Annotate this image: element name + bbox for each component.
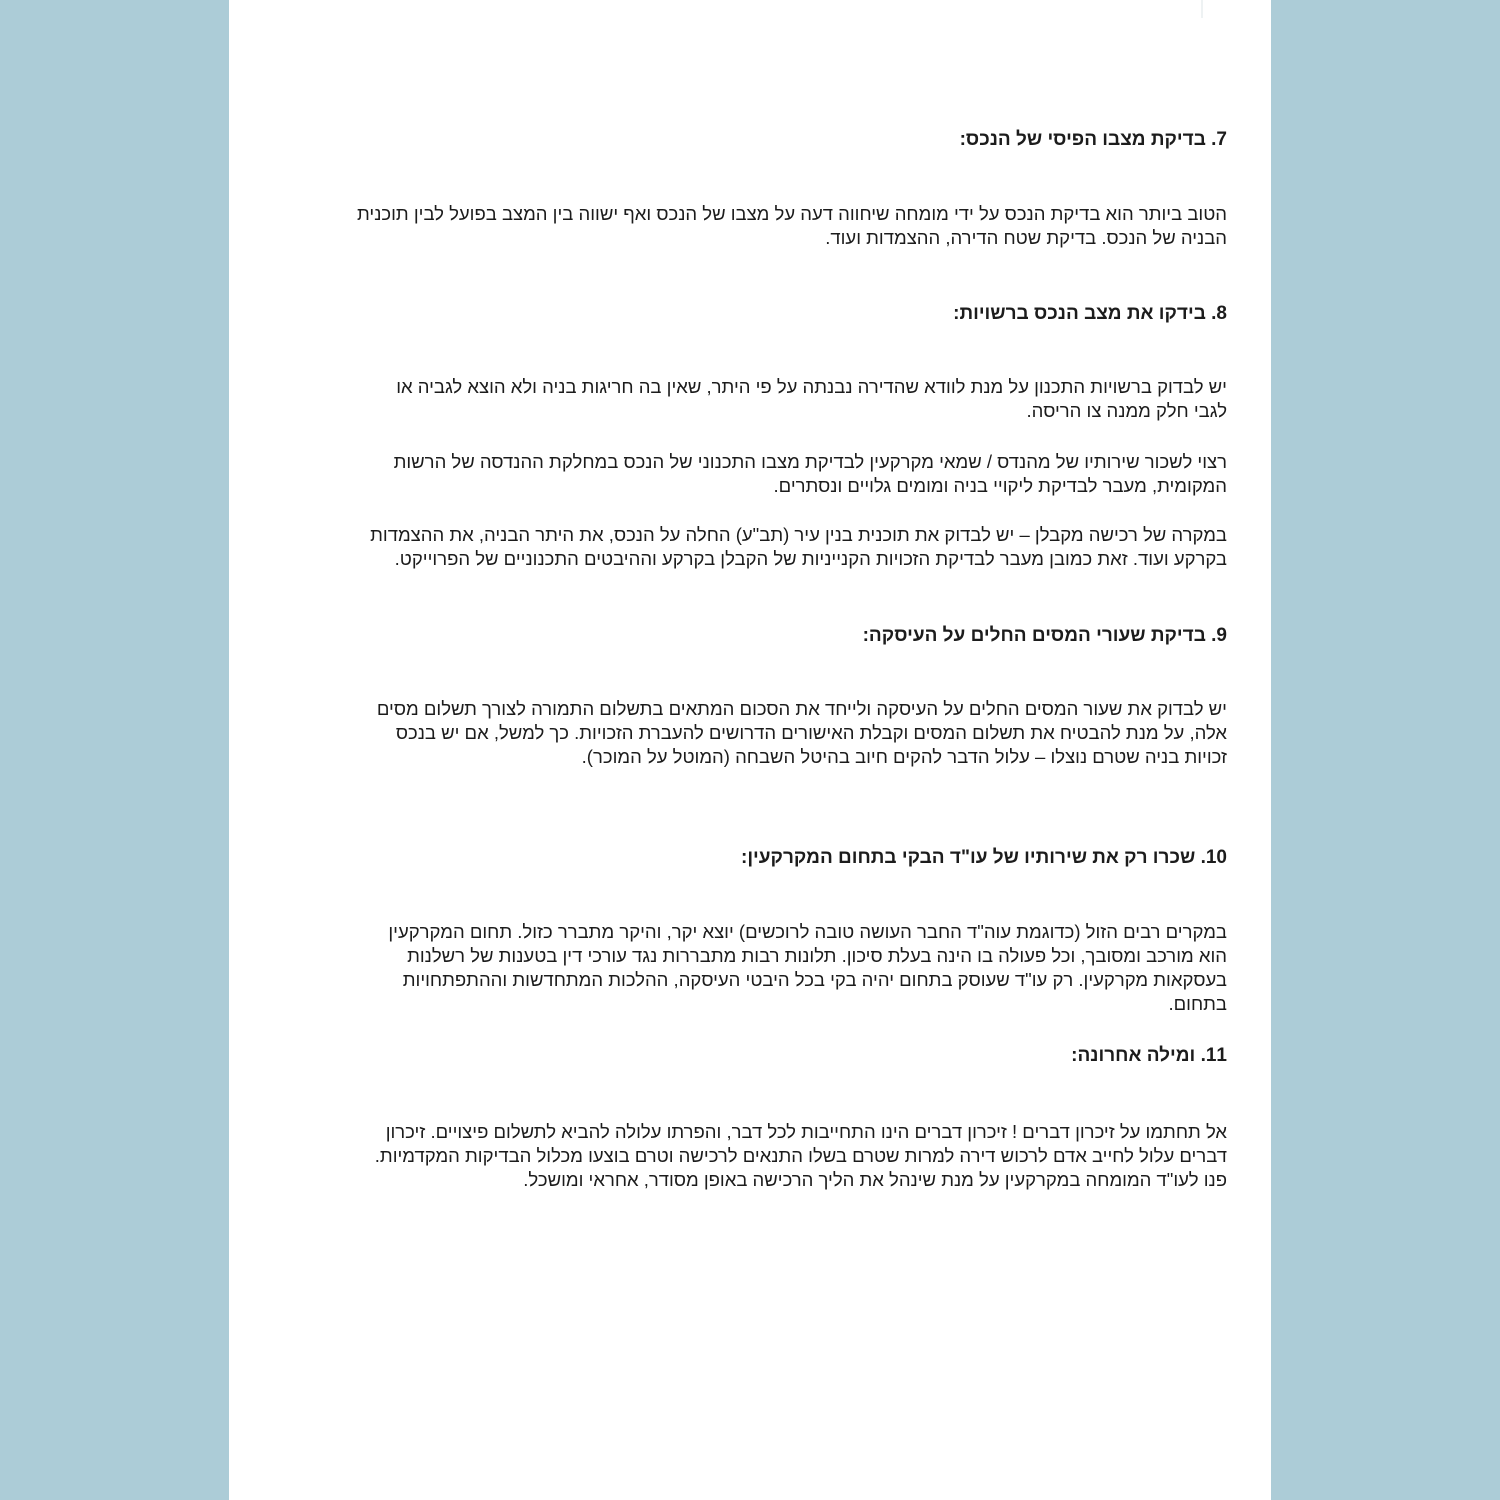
text-line: בקרקע ועוד. זאת כמובן מעבר לבדיקת הזכויות הקנייניות של הקבלן בקרקע וההיבטים התכנוניים של הפרוייקט. (394, 548, 1227, 569)
text-line: המקומית, מעבר לבדיקת ליקויי בניה ומומים גלויים ונסתרים. (773, 475, 1227, 496)
document-content (259, 0, 1227, 1500)
section-10-heading: 10. שכרו רק את שירותיו של עו"ד הבקי בתחום המקרקעין: (741, 847, 1227, 868)
section-7-heading: 7. בדיקת מצבו הפיסי של הנכס: (959, 129, 1227, 150)
section-8-heading: 8. בידקו את מצב הנכס ברשויות: (953, 303, 1227, 324)
text-line: במקרים רבים הזול (כדוגמת עוה"ד החבר העושה טובה לרוכשים) יוצא יקר, והיקר מתברר כזול. תחום המקרקעין (388, 921, 1227, 942)
section-7-paragraph-1 (259, 202, 1227, 250)
text-line: דברים עלול לחייב אדם לרכוש דירה למרות שטרם בשלו התנאים לרכישה וטרם בוצעו מכלול הבדיקות המקדמיות. (374, 1145, 1227, 1166)
text-line: אל תחתמו על זיכרון דברים ! זיכרון דברים הינו התחייבות לכל דבר, והפרתו עלולה להביא לתשלום פיצויים. זיכרון (385, 1121, 1227, 1142)
text-line: אלה, על מנת להבטיח את תשלום המסים וקבלת האישורים הדרושים להעברת הזכויות. כך למשל, אם יש בנכס (395, 722, 1227, 743)
text-line: הבניה של הנכס. בדיקת שטח הדירה, ההצמדות ועוד. (825, 227, 1227, 248)
text-line: בעסקאות מקרקעין. רק עו"ד שעוסק בתחום יהיה בקי בכל היבטי העיסקה, ההלכות המתחדשות וההתפתחויות (402, 969, 1227, 990)
text-line: יש לבדוק ברשויות התכנון על מנת לוודא שהדירה נבנתה על פי היתר, שאין בה חריגות בניה ולא הוצא לגביה או (396, 376, 1227, 397)
section-11-heading: 11. ומילה אחרונה: (1071, 1045, 1227, 1066)
section-11-paragraph-1 (259, 1120, 1227, 1192)
text-line: יש לבדוק את שעור המסים החלים על העיסקה ולייחד את הסכום המתאים בתשלום התמורה לצורך תשלום מסים (376, 698, 1227, 719)
section-9-paragraph-1 (259, 697, 1227, 769)
section-9-heading: 9. בדיקת שעורי המסים החלים על העיסקה: (862, 625, 1227, 646)
text-line: הוא מורכב ומסובך, וכל פעולה בו הינה בעלת סיכון. תלונות רבות מתבררות נגד עורכי דין בטענות של רשלנות (407, 945, 1227, 966)
text-line: הטוב ביותר הוא בדיקת הנכס על ידי מומחה שיחווה דעה על מצבו של הנכס ואף ישווה בין המצב בפועל לבין תוכנית (356, 203, 1227, 224)
text-line: זכויות בניה שטרם נוצלו – עלול הדבר להקים חיוב בהיטל השבחה (המוטל על המוכר). (581, 746, 1227, 767)
document-page (229, 0, 1271, 1500)
text-line: רצוי לשכור שירותיו של מהנדס / שמאי מקרקעין לבדיקת מצבו התכנוני של הנכס במחלקת ההנדסה של הרשות (393, 451, 1227, 472)
section-8-paragraph-1 (259, 375, 1227, 423)
text-line: בתחום. (1168, 993, 1227, 1014)
text-line: פנו לעו"ד המומחה במקרקעין על מנת שינהל את הליך הרכישה באופן מסודר, אחראי ומושכל. (523, 1169, 1227, 1190)
section-8-paragraph-2 (259, 450, 1227, 498)
section-10-paragraph-1 (259, 920, 1227, 1016)
text-line: לגבי חלק ממנה צו הריסה. (1026, 400, 1227, 421)
section-8-paragraph-3 (259, 523, 1227, 571)
text-line: במקרה של רכישה מקבלן – יש לבדוק את תוכנית בנין עיר (תב"ע) החלה על הנכס, את היתר הבניה, את ההצמדות (370, 524, 1227, 545)
